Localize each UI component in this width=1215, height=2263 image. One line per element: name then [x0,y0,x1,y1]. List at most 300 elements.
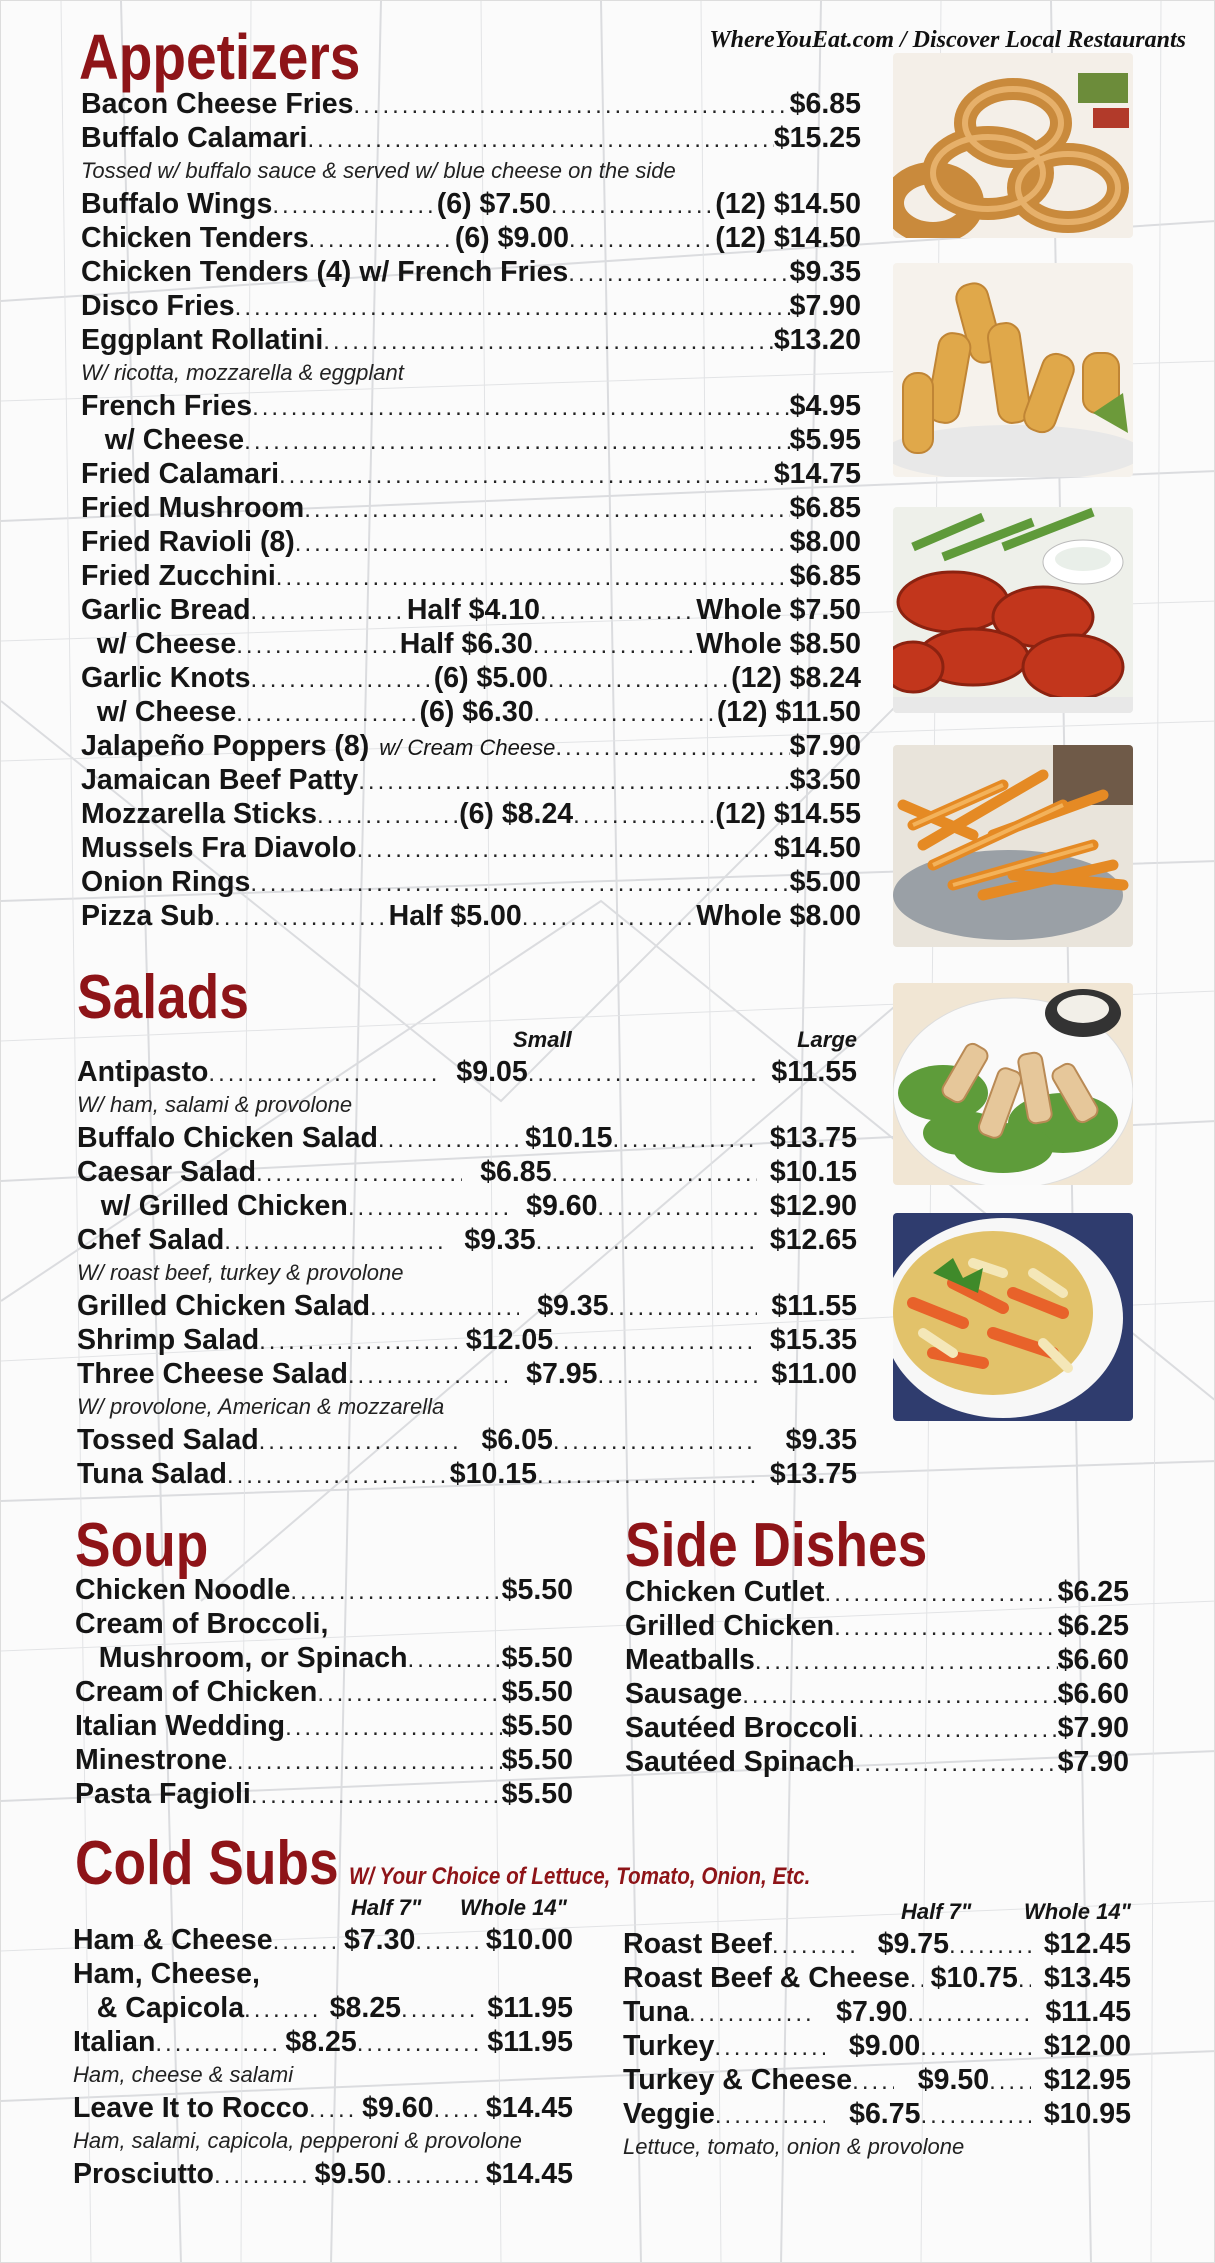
leader-dots [537,1459,757,1493]
menu-item [81,491,861,525]
leader-dots [522,901,697,935]
item-name: Onion Rings [81,866,251,898]
item-name: Eggplant Rollatini [81,324,324,356]
item-name: Antipasto [77,1056,209,1088]
item-price-1: $6.05 [481,1424,553,1456]
item-name: Leave It to Rocco [73,2092,309,2124]
leader-dots [244,425,790,459]
menu-item [75,1777,573,1811]
leader-dots [540,595,696,629]
item-price: $5.95 [789,424,861,456]
item-name: Bacon Cheese Fries [81,88,354,120]
item-price-1: $12.05 [465,1324,554,1356]
item-name: Fried Ravioli (8) [81,526,295,558]
menu-item [81,323,861,357]
leader-dots [272,189,436,223]
item-name: Italian Wedding [75,1710,286,1742]
item-price-2: $12.90 [769,1190,858,1222]
menu-item [77,1457,857,1491]
leader-dots [353,89,789,123]
item-price-1: $9.60 [526,1190,598,1222]
item-price: $6.25 [1057,1610,1129,1642]
menu-item [625,1575,1129,1609]
leader-dots [555,731,789,765]
cold-subs-right-headers [623,1899,1131,1927]
menu-item [81,121,861,155]
item-price: $8.00 [789,526,861,558]
item-note: W/ ricotta, mozzarella & eggplant [81,360,404,385]
leader-dots [434,2093,479,2127]
item-price-2: $11.00 [771,1358,858,1390]
leader-dots [208,1057,437,1091]
item-price-1: $9.50 [314,2158,386,2190]
menu-item [81,661,861,695]
item-name: Shrimp Salad [77,1324,260,1356]
leader-dots [415,1925,478,1959]
menu-item [77,1189,857,1223]
item-price-2: $10.95 [1043,2098,1131,2130]
side-dishes-list [625,1575,1129,1779]
leader-dots [227,1459,447,1493]
item-price-2: Whole $7.50 [696,594,862,626]
salads-heading: Salads [77,963,249,1032]
leader-dots [852,2065,894,2099]
item-name: Buffalo Wings [81,188,273,220]
item-name: Cream of Broccoli, [75,1608,329,1640]
item-price-1: $9.60 [362,2092,434,2124]
leader-dots [772,1929,854,1963]
item-name: Cream of Chicken [75,1676,318,1708]
item-price: $3.50 [789,764,861,796]
menu-item [81,389,861,423]
item-price-2: (12) $14.50 [715,188,862,220]
menu-item [75,1743,573,1777]
menu-item [623,2097,1131,2131]
cold-subs-left-list [73,1923,573,2191]
item-price-2: $11.95 [487,1992,574,2024]
cold-subs-right-list [623,1927,1131,2163]
item-price-1: Half $5.00 [388,900,522,932]
item-note: W/ roast beef, turkey & provolone [77,1260,404,1285]
menu-item [625,1745,1129,1779]
item-price: $9.35 [789,256,861,288]
leader-dots [755,1645,1058,1679]
soup-heading: Soup [75,1511,209,1580]
menu-item [77,1357,857,1391]
leader-dots [214,901,389,935]
menu-item [81,187,861,221]
item-price-2: $15.35 [769,1324,858,1356]
leader-dots [251,1779,502,1813]
item-price-2: (12) $8.24 [731,662,861,694]
item-name: Ham, Cheese, [73,1958,260,1990]
leader-dots [317,1677,501,1711]
item-price-1: Half $4.10 [406,594,540,626]
leader-dots [715,2099,826,2133]
leader-dots [317,799,459,833]
leader-dots [536,1225,757,1259]
item-price-1: $8.25 [329,1992,402,2024]
leader-dots [910,1963,923,1997]
cold-subs-title: Cold Subs [75,1829,339,1898]
item-price-1: $7.90 [836,1996,908,2028]
item-price-2: $11.95 [487,2026,574,2058]
col-whole: Whole 14" [459,1895,567,1920]
item-detail: w/ Cream Cheese [379,735,556,760]
item-price-2: $13.75 [769,1458,858,1490]
item-name: Turkey [623,2030,715,2062]
item-name: Tuna Salad [77,1458,227,1490]
item-name: Mushroom, or Spinach [75,1642,408,1674]
salads-list [77,1055,857,1491]
caesar-salad-photo [893,983,1133,1185]
leader-dots [551,189,715,223]
item-price-1: $9.00 [848,2030,921,2062]
item-name: Fried Calamari [81,458,279,490]
item-name: Caesar Salad [77,1156,257,1188]
item-note: Lettuce, tomato, onion & provolone [623,2134,965,2159]
item-name: Pizza Sub [81,900,215,932]
leader-dots [250,663,433,697]
item-price-1: $9.35 [464,1224,536,1256]
item-name: Roast Beef [623,1928,772,1960]
item-name: Chicken Tenders [81,222,309,254]
item-price-2: Whole $8.50 [696,628,861,660]
leader-dots [742,1679,1057,1713]
menu-item [81,525,861,559]
item-name: Garlic Bread [81,594,251,626]
leader-dots [276,561,790,595]
onion-rings-photo [893,53,1133,238]
leader-dots [285,1711,502,1745]
item-name: Jalapeño Poppers (8) [81,730,370,762]
item-name: Mozzarella Sticks [81,798,318,830]
leader-dots [568,257,789,291]
item-price-2: $10.15 [769,1156,857,1188]
menu-item [75,1641,573,1675]
item-name: Disco Fries [81,290,235,322]
item-price-2: $13.75 [769,1122,857,1154]
item-price: $14.75 [773,458,861,490]
item-price: $6.85 [789,560,861,592]
leader-dots [348,1359,508,1393]
leader-dots [256,1157,461,1191]
leader-dots [259,1425,463,1459]
col-half: Half 7" [351,1895,422,1920]
item-price-2: $12.65 [769,1224,858,1256]
menu-item [77,1121,857,1155]
leader-dots [227,1745,502,1779]
item-price-1: $9.75 [877,1928,949,1960]
leader-dots [920,2031,1031,2065]
item-name: Jamaican Beef Patty [81,764,359,796]
item-name: French Fries [81,390,253,422]
menu-item [625,1609,1129,1643]
menu-item [77,1155,857,1189]
item-price: $6.60 [1057,1678,1129,1710]
leader-dots [528,1057,757,1091]
item-note: Tossed w/ buffalo sauce & served w/ blue cheese on the side [81,158,676,183]
item-price: $5.50 [501,1676,573,1708]
item-price: $6.85 [789,88,861,120]
item-note: Ham, cheese & salami [73,2062,294,2087]
item-name: Veggie [623,2098,715,2130]
item-price: $6.85 [789,492,861,524]
leader-dots [358,765,789,799]
item-price-2: $11.45 [1045,1996,1131,2028]
leader-dots [408,1643,502,1677]
item-price-1: $6.85 [480,1156,552,1188]
item-name: Ham & Cheese [73,1924,273,1956]
item-price: $5.50 [501,1574,573,1606]
leader-dots [279,459,774,493]
menu-item [75,1709,573,1743]
leader-dots [834,1611,1058,1645]
item-name: w/ Cheese [81,696,237,728]
menu-item [623,1995,1131,2029]
menu-item [81,457,861,491]
cold-subs-right [623,1899,1131,2163]
item-name: w/ Cheese [81,628,237,660]
menu-item [81,423,861,457]
leader-dots [825,1577,1058,1611]
leader-dots [236,629,399,663]
col-whole: Whole 14" [1023,1899,1131,1924]
menu-item [77,1055,857,1089]
item-price-1: (6) $7.50 [436,188,551,220]
menu-item [81,865,861,899]
item-name: Three Cheese Salad [77,1358,348,1390]
leader-dots [214,2159,306,2193]
leader-dots [553,1325,757,1359]
leader-dots [612,1123,757,1157]
leader-dots [386,2159,478,2193]
item-price-2: $14.45 [485,2158,573,2190]
item-name: Chef Salad [77,1224,225,1256]
item-name: Fried Mushroom [81,492,305,524]
menu-item [75,1607,573,1641]
appetizers-heading: Appetizers [79,21,361,93]
menu-item [81,695,861,729]
item-name: Buffalo Chicken Salad [77,1122,378,1154]
menu-item [77,1423,857,1457]
leader-dots [401,1993,478,2027]
leader-dots [378,1123,523,1157]
leader-dots [252,391,790,425]
item-price: $15.25 [773,122,861,154]
item-price-2: $10.00 [485,1924,573,1956]
item-name: Meatballs [625,1644,755,1676]
item-price-1: (6) $6.30 [419,696,534,728]
leader-dots [295,527,790,561]
item-name: w/ Grilled Chicken [77,1190,348,1222]
item-price-2: (12) $11.50 [716,696,862,728]
leader-dots [357,2027,478,2061]
item-name: Sautéed Broccoli [625,1712,858,1744]
item-name: Prosciutto [73,2158,214,2190]
salads-section [77,1027,857,1491]
leader-dots [244,1993,321,2027]
item-price-1: $6.75 [849,2098,921,2130]
french-fries-photo [893,745,1133,947]
item-name: w/ Cheese [81,424,245,456]
menu-item [625,1677,1129,1711]
item-price-1: $10.75 [930,1962,1018,1994]
item-price: $7.90 [789,730,861,762]
leader-dots [609,1291,758,1325]
item-price: $7.90 [1057,1712,1129,1744]
menu-item [73,2025,573,2059]
item-name: Sautéed Spinach [625,1746,855,1778]
leader-dots [597,1191,757,1225]
menu-item [81,87,861,121]
item-price-1: $9.05 [456,1056,528,1088]
item-name: & Capicola [73,1992,245,2024]
item-name: Minestrone [75,1744,228,1776]
item-price: $7.90 [789,290,861,322]
menu-item [81,221,861,255]
leader-dots [155,2027,276,2061]
leader-dots [1018,1963,1031,1997]
leader-dots [597,1359,757,1393]
item-name: Grilled Chicken Salad [77,1290,371,1322]
item-price: $13.20 [773,324,861,356]
item-price-1: $7.30 [343,1924,416,1956]
mozzarella-sticks-photo [893,263,1133,477]
leader-dots [224,1225,445,1259]
item-price: $5.50 [501,1744,573,1776]
leader-dots [348,1191,508,1225]
item-price: $14.50 [773,832,861,864]
item-note: W/ provolone, American & mozzarella [77,1394,445,1419]
menu-item [81,593,861,627]
leader-dots [855,1747,1058,1781]
item-name: Chicken Tenders (4) w/ French Fries [81,256,569,288]
menu-item [81,899,861,933]
leader-dots [236,697,419,731]
menu-item [81,559,861,593]
soup-list [75,1573,573,1811]
leader-dots [714,2031,825,2065]
leader-dots [689,1997,813,2031]
item-price-1: $8.25 [285,2026,357,2058]
leader-dots [304,493,789,527]
leader-dots [309,223,455,257]
leader-dots [251,595,407,629]
leader-dots [949,1929,1031,1963]
cold-subs-left [73,1895,573,2191]
leader-dots [235,291,790,325]
item-price-1: $10.15 [525,1122,613,1154]
leader-dots [553,1425,757,1459]
item-price-2: $12.45 [1043,1928,1131,1960]
leader-dots [250,867,789,901]
item-price-2: $14.45 [485,2092,574,2124]
item-price-1: (6) $5.00 [433,662,548,694]
item-price-2: (12) $14.50 [715,222,861,254]
item-price-2: $12.95 [1043,2064,1131,2096]
item-price: $6.60 [1057,1644,1129,1676]
menu-item [77,1223,857,1257]
leader-dots [309,2093,354,2127]
leader-dots [552,1157,757,1191]
menu-item [81,831,861,865]
cold-subs-heading [75,1829,811,1898]
item-price-2: $12.00 [1043,2030,1132,2062]
leader-dots [323,325,774,359]
menu-item [73,1991,573,2025]
menu-item [81,255,861,289]
menu-item [81,289,861,323]
item-name: Garlic Knots [81,662,251,694]
item-price-1: (6) $8.24 [459,798,574,830]
item-name: Tuna [623,1996,689,2028]
item-name: Sausage [625,1678,743,1710]
item-price-1: $10.15 [449,1458,537,1490]
menu-item [623,2029,1131,2063]
item-name: Turkey & Cheese [623,2064,853,2096]
leader-dots [307,123,773,157]
item-price-1: Half $6.30 [399,628,533,660]
menu-item [77,1289,857,1323]
chicken-noodle-soup-photo [893,1213,1133,1421]
leader-dots [548,663,731,697]
menu-item [623,1927,1131,1961]
leader-dots [533,629,696,663]
menu-item [75,1573,573,1607]
item-name: Mussels Fra Diavolo [81,832,357,864]
menu-item [77,1323,857,1357]
watermark: WhereYouEat.com / Discover Local Restaurants [709,27,1186,53]
menu-item [81,627,861,661]
item-price-1: $9.50 [917,2064,990,2096]
leader-dots [989,2065,1031,2099]
item-price: $5.50 [501,1778,573,1810]
leader-dots [907,1997,1031,2031]
item-name: Buffalo Calamari [81,122,308,154]
item-price-2: (12) $14.55 [715,798,861,830]
item-name: Chicken Noodle [75,1574,291,1606]
menu-item [623,2063,1131,2097]
leader-dots [273,1925,336,1959]
item-price-1: $7.95 [526,1358,598,1390]
item-price-2: Whole $8.00 [696,900,862,932]
menu-item [73,1957,573,1991]
appetizers-list [81,87,861,933]
buffalo-wings-photo [893,507,1133,713]
item-price-2: $11.55 [771,1290,858,1322]
cold-subs-subtitle: W/ Your Choice of Lettuce, Tomato, Onion, Etc. [348,1863,811,1890]
item-note: W/ ham, salami & provolone [77,1092,353,1117]
item-name: Italian [73,2026,156,2058]
item-price-2: $11.55 [771,1056,858,1088]
item-name: Tossed Salad [77,1424,259,1456]
menu-item [75,1675,573,1709]
item-price: $5.50 [501,1710,573,1742]
leader-dots [569,223,715,257]
item-price-2: $9.35 [785,1424,857,1456]
item-price-2: $13.45 [1043,1962,1131,1994]
item-price: $5.00 [789,866,861,898]
col-large: Large [797,1027,857,1052]
item-name: Chicken Cutlet [625,1576,825,1608]
side-dishes-heading: Side Dishes [625,1511,928,1580]
item-name: Grilled Chicken [625,1610,835,1642]
leader-dots [858,1713,1058,1747]
item-price: $7.90 [1057,1746,1129,1778]
leader-dots [357,833,774,867]
menu-item [625,1711,1129,1745]
